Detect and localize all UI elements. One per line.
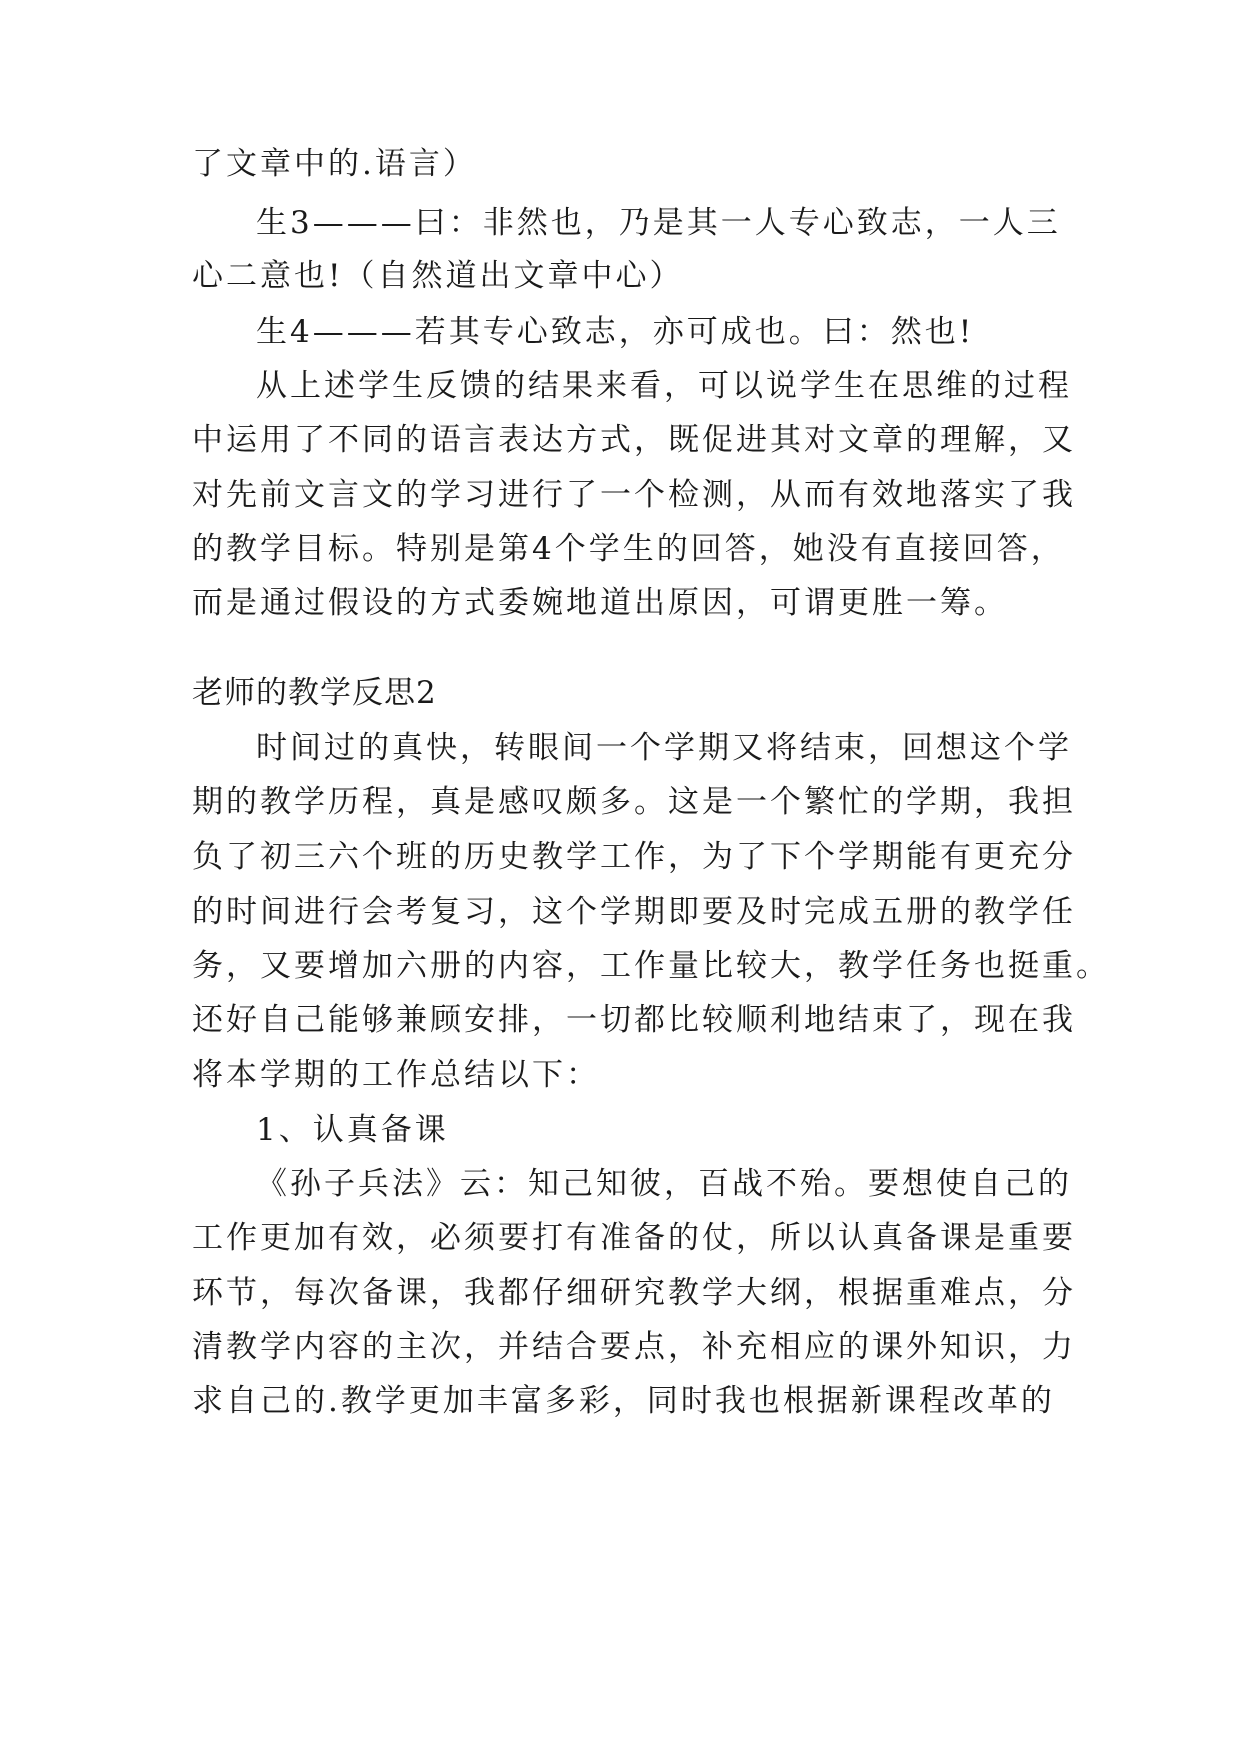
paragraph-line: 了文章中的.语言）: [192, 146, 477, 182]
paragraph-line: 从上述学生反馈的结果来看，可以说学生在思维的过程: [256, 368, 1072, 404]
section-heading: 老师的教学反思2: [192, 675, 437, 711]
paragraph-line: 中运用了不同的语言表达方式，既促进其对文章的理解，又: [192, 422, 1076, 458]
paragraph-line: 务，又要增加六册的内容，工作量比较大，教学任务也挺重。: [192, 948, 1110, 984]
paragraph-line: 还好自己能够兼顾安排，一切都比较顺利地结束了，现在我: [192, 1002, 1076, 1038]
paragraph-line: 心二意也!（自然道出文章中心）: [192, 258, 684, 294]
paragraph-line: 期的教学历程，真是感叹颇多。这是一个繁忙的学期，我担: [192, 784, 1076, 820]
paragraph-line: 的教学目标。特别是第4个学生的回答，她没有直接回答，: [192, 531, 1065, 567]
paragraph-line: 求自己的.教学更加丰富多彩，同时我也根据新课程改革的: [192, 1383, 1055, 1419]
paragraph-line: 清教学内容的主次，并结合要点，补充相应的课外知识，力: [192, 1329, 1076, 1365]
paragraph-line: 生3———曰：非然也，乃是其一人专心致志，一人三: [256, 205, 1061, 241]
paragraph-line: 时间过的真快，转眼间一个学期又将结束，回想这个学: [256, 730, 1072, 766]
subsection-heading: 1、认真备课: [256, 1112, 449, 1148]
paragraph-line: 对先前文言文的学习进行了一个检测，从而有效地落实了我: [192, 477, 1076, 513]
paragraph-line: 《孙子兵法》云：知己知彼，百战不殆。要想使自己的: [256, 1166, 1072, 1202]
paragraph-line: 生4———若其专心致志，亦可成也。曰：然也!: [256, 314, 975, 350]
paragraph-line: 而是通过假设的方式委婉地道出原因，可谓更胜一筹。: [192, 585, 1008, 621]
paragraph-line: 工作更加有效，必须要打有准备的仗，所以认真备课是重要: [192, 1220, 1076, 1256]
paragraph-line: 将本学期的工作总结以下：: [192, 1057, 600, 1093]
paragraph-line: 环节，每次备课，我都仔细研究教学大纲，根据重难点，分: [192, 1275, 1076, 1311]
paragraph-line: 负了初三六个班的历史教学工作，为了下个学期能有更充分: [192, 839, 1076, 875]
paragraph-line: 的时间进行会考复习，这个学期即要及时完成五册的教学任: [192, 894, 1076, 930]
